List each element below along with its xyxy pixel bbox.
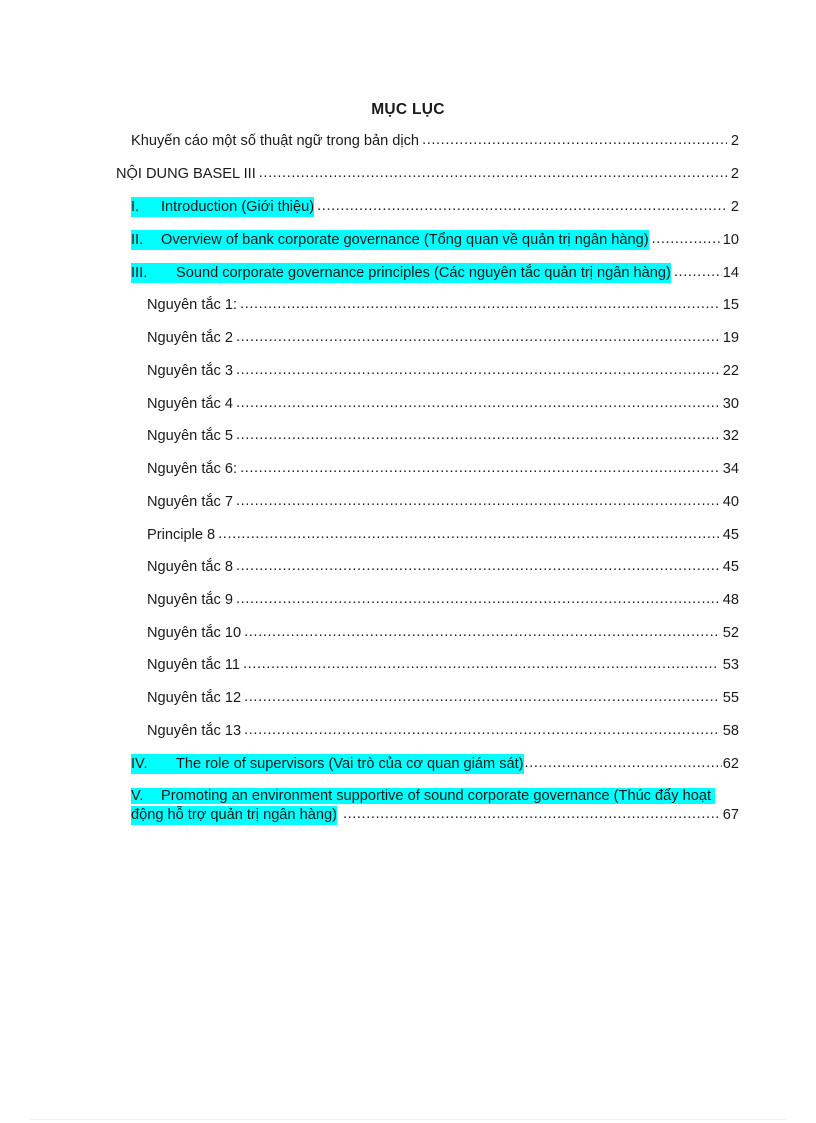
toc-entry-principle-3[interactable] [147, 361, 739, 381]
dot-leader [236, 589, 719, 609]
toc-entry-principle-2[interactable] [147, 328, 739, 348]
section-number: V. [131, 788, 144, 804]
toc-entry-line-2 [131, 806, 739, 825]
dot-leader [236, 491, 719, 511]
toc-page-number: 48 [722, 592, 739, 608]
dot-leader [244, 720, 719, 740]
dot-leader [236, 393, 719, 413]
toc-entry-principle-11[interactable] [147, 655, 739, 675]
toc-entry-text: Nguyên tắc 4 [147, 396, 233, 412]
toc-page-number: 10 [722, 232, 739, 248]
toc-page-number: 2 [730, 199, 739, 215]
toc-page-number: 15 [722, 297, 739, 313]
toc-page-number: 32 [722, 428, 739, 444]
toc-entry-text: NỘI DUNG BASEL III [116, 166, 256, 182]
dot-leader [317, 196, 727, 216]
dot-leader [236, 327, 719, 347]
toc-entry-highlight [131, 788, 715, 804]
section-number: III. [131, 265, 148, 281]
toc-entry-principle-8[interactable] [147, 557, 739, 577]
toc-entry-text: Nguyên tắc 5 [147, 428, 233, 444]
toc-page-number: 19 [722, 330, 739, 346]
toc-entry-principle-5[interactable] [147, 426, 739, 446]
section-number: II. [131, 232, 144, 248]
toc-title: MỤC LỤC [371, 101, 445, 118]
dot-leader [244, 687, 719, 707]
toc-entry-highlight [131, 230, 649, 250]
toc-page-number: 45 [722, 527, 739, 543]
toc-page-number: 67 [722, 807, 739, 823]
toc-entry-highlight [131, 754, 524, 774]
toc-entry-principle-10[interactable] [147, 623, 739, 643]
toc-entry-text: Introduction (Giới thiệu) [161, 199, 315, 215]
dot-leader [236, 556, 719, 576]
toc-entry-text: The role of supervisors (Vai trò của cơ quan giám sát) [176, 756, 524, 772]
toc-entry-section-iii[interactable] [131, 263, 739, 283]
toc-entry-text: Nguyên tắc 13 [147, 723, 242, 739]
toc-entry-text: Nguyên tắc 8 [147, 559, 233, 575]
dot-leader [240, 294, 719, 314]
toc-entry-text: Nguyên tắc 11 [147, 657, 241, 673]
dot-leader [218, 524, 719, 544]
dot-leader [236, 360, 719, 380]
toc-entry-text: Sound corporate governance principles (Các nguyên tắc quản trị ngân hàng) [176, 265, 671, 281]
dot-leader [259, 163, 727, 183]
dot-leader [240, 458, 719, 478]
toc-entry-highlight [131, 263, 671, 283]
toc-entry-text: động hỗ trợ quản trị ngân hàng) [131, 807, 337, 823]
toc-entry-disclaimer[interactable] [131, 131, 739, 151]
page-bottom-edge [30, 1119, 786, 1120]
toc-entry-text: Nguyên tắc 10 [147, 625, 242, 641]
toc-entry-principle-13[interactable] [147, 721, 739, 741]
section-number: IV. [131, 756, 148, 772]
toc-entry-text: Nguyên tắc 6: [147, 461, 238, 477]
toc-entry-text: Nguyên tắc 1: [147, 297, 238, 313]
toc-page-number: 40 [722, 494, 739, 510]
toc-page-number: 45 [722, 559, 739, 575]
toc-page-number: 2 [730, 133, 739, 149]
toc-page-number: 53 [722, 657, 739, 673]
toc-entry-section-v[interactable] [131, 787, 739, 825]
toc-page-number: 62 [722, 756, 739, 772]
toc-entry-principle-8-en[interactable] [147, 525, 739, 545]
toc-entry-principle-6[interactable] [147, 459, 739, 479]
toc-entry-text: Khuyến cáo một số thuật ngữ trong bản dịch [131, 133, 420, 149]
toc-entry-principle-12[interactable] [147, 688, 739, 708]
toc-entry-text: Overview of bank corporate governance (Tổng quan về quản trị ngân hàng) [161, 232, 649, 248]
toc-entry-text: Promoting an environment supportive of sound corporate governance (Thúc đẩy hoạt [161, 788, 712, 804]
toc-entry-principle-4[interactable] [147, 394, 739, 414]
dot-leader [674, 262, 722, 282]
dot-leader [244, 622, 719, 642]
dot-leader [525, 753, 722, 773]
toc-page-number: 14 [722, 265, 739, 281]
toc-entry-section-i[interactable] [131, 197, 739, 217]
dot-leader [243, 654, 719, 674]
toc-page-number: 58 [722, 723, 739, 739]
toc-entry-section-ii[interactable] [131, 230, 739, 250]
toc-page-number: 2 [730, 166, 739, 182]
toc-entry-basel[interactable] [116, 164, 739, 184]
toc-entry-principle-1[interactable] [147, 295, 739, 315]
toc-entry-text: Nguyên tắc 7 [147, 494, 233, 510]
dot-leader [236, 425, 719, 445]
toc-entry-text: Nguyên tắc 2 [147, 330, 233, 346]
toc-page-number: 55 [722, 690, 739, 706]
toc-entry-text: Nguyên tắc 3 [147, 363, 233, 379]
toc-entry-principle-7[interactable] [147, 492, 739, 512]
toc-page-number: 30 [722, 396, 739, 412]
toc-page-number: 22 [722, 363, 739, 379]
toc-entry-text: Nguyên tắc 12 [147, 690, 242, 706]
toc-page-number: 34 [722, 461, 739, 477]
toc-entry-text: Nguyên tắc 9 [147, 592, 233, 608]
dot-leader [422, 130, 727, 150]
toc-entry-line-1 [131, 787, 739, 806]
section-number: I. [131, 199, 140, 215]
toc-page-number: 52 [722, 625, 739, 641]
dot-leader [652, 229, 722, 249]
toc-entry-section-iv[interactable] [131, 754, 739, 774]
toc-entry-principle-9[interactable] [147, 590, 739, 610]
toc-entry-text: Principle 8 [147, 527, 216, 543]
dot-leader [343, 805, 719, 824]
toc-entry-highlight [131, 197, 314, 217]
